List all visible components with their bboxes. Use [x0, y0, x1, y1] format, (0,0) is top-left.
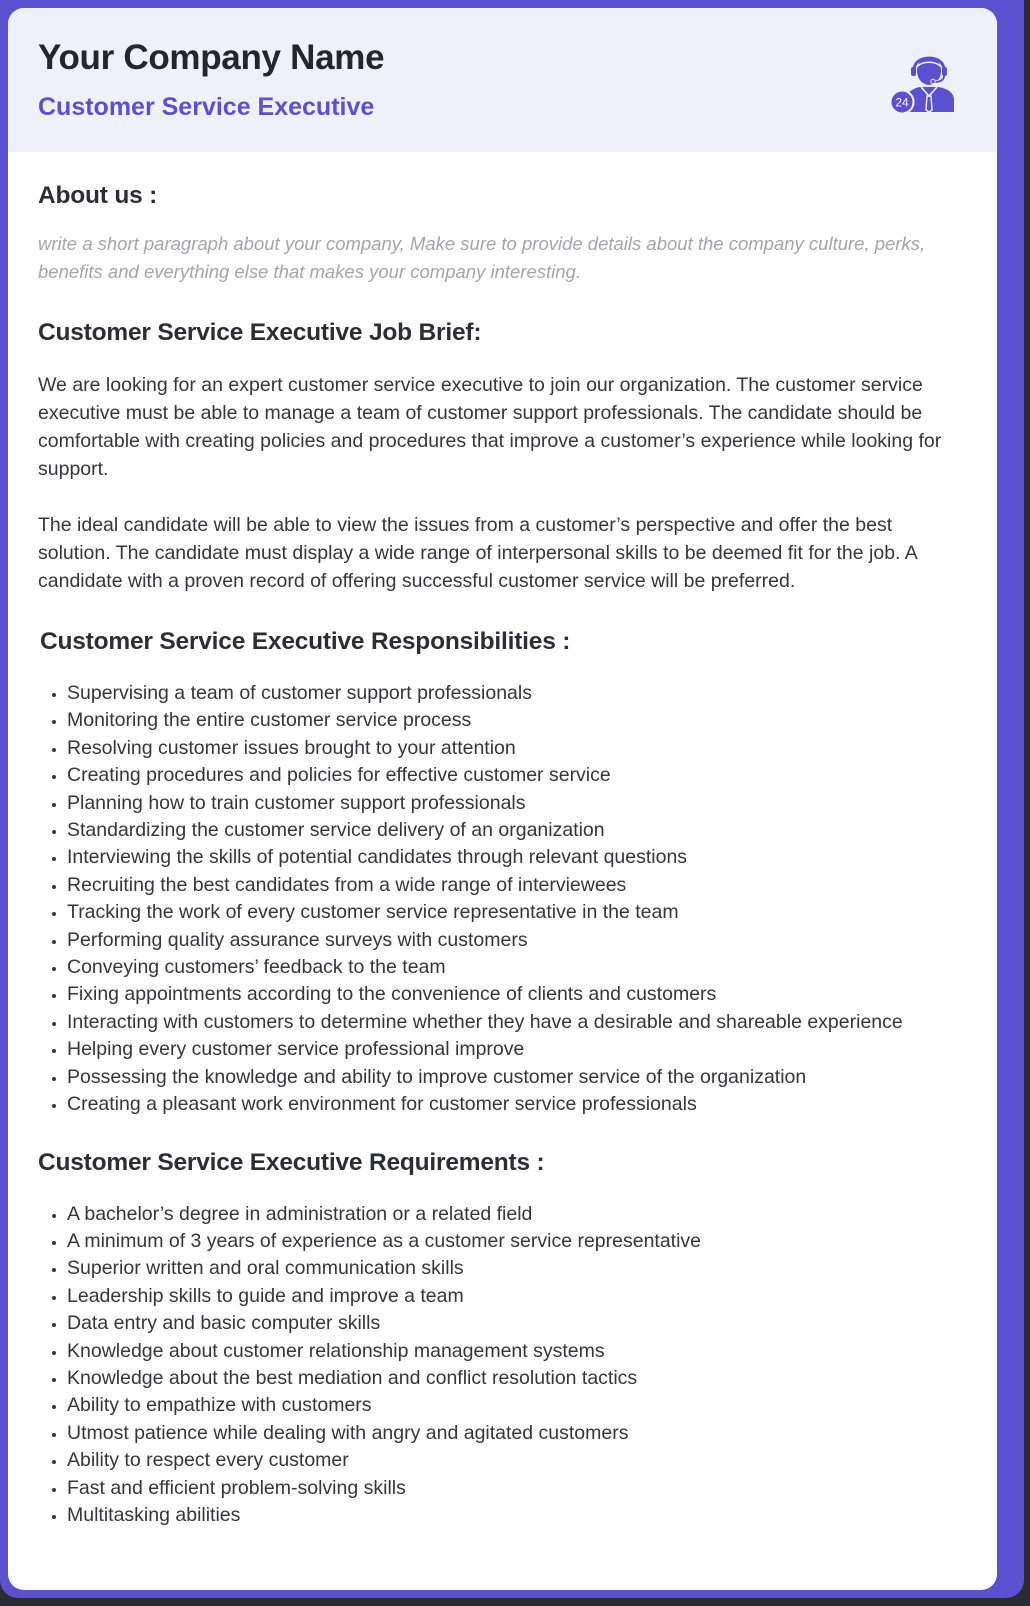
job-brief-paragraph: We are looking for an expert customer service executive to join our organization. The customer service executive must be able to manage a team of customer support professionals. The candidate should be comfortable with creating policies and procedures that improve a customer’s experience while looking for support. — [38, 374, 942, 480]
job-brief-heading: Customer Service Executive Job Brief: — [38, 319, 482, 346]
list-item: • Ability to empathize with customers — [67, 1392, 967, 1419]
list-item: • Interviewing the skills of potential candidates through relevant questions — [67, 844, 967, 871]
customer-support-agent-icon — [890, 44, 964, 114]
list-item: • Creating a pleasant work environment for customer service professionals — [67, 1091, 967, 1118]
responsibilities-list — [38, 680, 967, 1119]
requirements-list — [38, 1201, 967, 1530]
list-item: • Standardizing the customer service delivery of an organization — [67, 817, 967, 844]
list-item: • Monitoring the entire customer service process — [67, 707, 967, 734]
job-description-card — [8, 8, 997, 1590]
list-item: • Data entry and basic computer skills — [67, 1310, 967, 1337]
about-placeholder-text: write a short paragraph about your company, Make sure to provide details about the company culture, perks, benefits and everything else that makes your company interesting. — [38, 233, 926, 282]
list-item: • A minimum of 3 years of experience as a customer service representative — [67, 1228, 967, 1255]
content-body — [8, 152, 997, 1529]
list-item: • Multitasking abilities — [67, 1502, 967, 1529]
job-brief-section — [38, 319, 967, 595]
list-item: • Tracking the work of every customer service representative in the team — [67, 899, 967, 926]
list-item: • Knowledge about customer relationship management systems — [67, 1338, 967, 1365]
list-item: • Leadership skills to guide and improve a team — [67, 1283, 967, 1310]
list-item: • Fixing appointments according to the convenience of clients and customers — [67, 981, 967, 1008]
list-item: • Helping every customer service professional improve — [67, 1036, 967, 1063]
list-item: • Creating procedures and policies for effective customer service — [67, 762, 967, 789]
responsibilities-heading: Customer Service Executive Responsibilities : — [40, 628, 571, 655]
header — [8, 8, 997, 152]
list-item: • Supervising a team of customer support professionals — [67, 680, 967, 707]
about-heading: About us : — [38, 182, 158, 209]
list-item: • Planning how to train customer support professionals — [67, 790, 967, 817]
list-item: • Fast and efficient problem-solving skills — [67, 1475, 967, 1502]
list-item: • Recruiting the best candidates from a wide range of interviewees — [67, 872, 967, 899]
list-item: • Performing quality assurance surveys with customers — [67, 927, 967, 954]
list-item: • Resolving customer issues brought to your attention — [67, 735, 967, 762]
list-item: • Ability to respect every customer — [67, 1447, 967, 1474]
list-item: • Superior written and oral communication skills — [67, 1255, 967, 1282]
list-item: • Knowledge about the best mediation and conflict resolution tactics — [67, 1365, 967, 1392]
responsibilities-section — [38, 628, 967, 1119]
badge-24-text: 24 — [895, 95, 909, 110]
list-item: • Interacting with customers to determine whether they have a desirable and shareable experience — [67, 1009, 967, 1036]
job-brief-paragraph: The ideal candidate will be able to view the issues from a customer’s perspective and offer the best solution. The candidate must display a wide range of interpersonal skills to be deemed fit for the job. A candidate with a proven record of offering successful customer service will be preferred. — [38, 514, 917, 592]
about-section — [38, 152, 967, 286]
list-item: • Possessing the knowledge and ability to improve customer service of the organization — [67, 1064, 967, 1091]
company-name: Your Company Name — [38, 38, 385, 77]
requirements-section — [38, 1149, 967, 1530]
list-item: • Utmost patience while dealing with angry and agitated customers — [67, 1420, 967, 1447]
list-item: • Conveying customers’ feedback to the team — [67, 954, 967, 981]
job-title: Customer Service Executive — [38, 93, 375, 121]
requirements-heading: Customer Service Executive Requirements : — [38, 1148, 545, 1176]
list-item: • A bachelor’s degree in administration or a related field — [67, 1201, 967, 1228]
